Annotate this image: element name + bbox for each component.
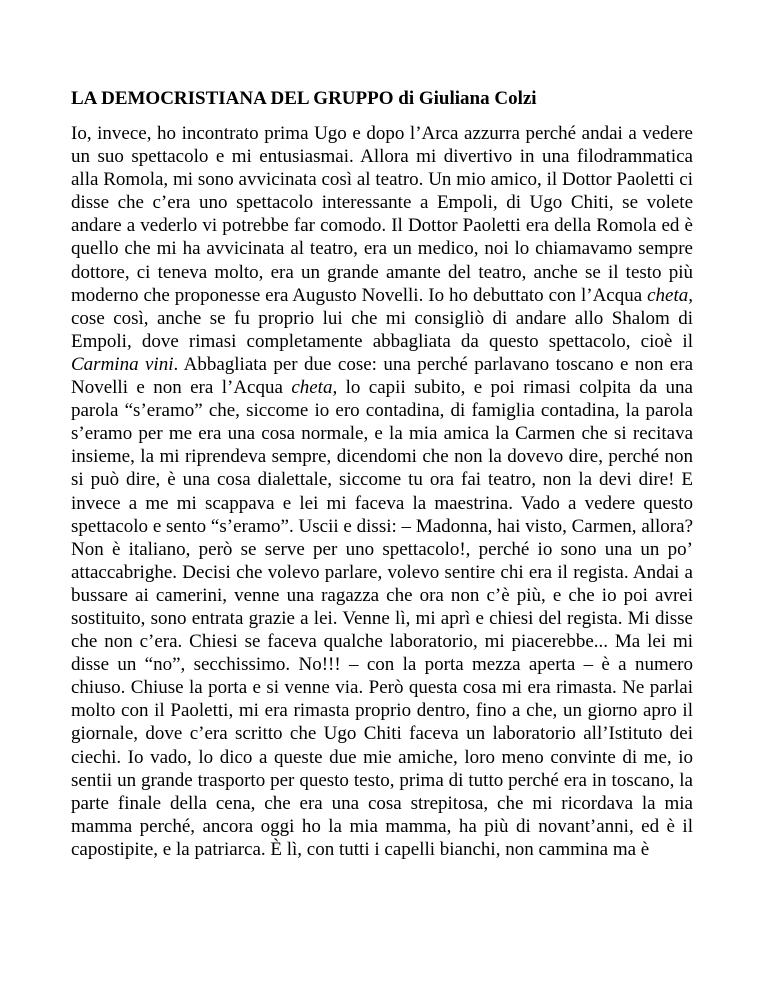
italic-title-acqua-cheta: cheta, — [291, 377, 338, 399]
text-run: . Abbagliata per due cose: una perché parlavano toscano e non era Novelli e non era l’Acqua — [71, 353, 694, 399]
document-page — [71, 86, 693, 861]
italic-title-acqua-cheta: cheta, — [647, 284, 693, 306]
document-title: LA DEMOCRISTIANA DEL GRUPPO di Giuliana Colzi — [71, 88, 537, 109]
text-run: Io, invece, ho incontrato prima Ugo e dopo l’Arca azzurra perché andai a vedere un suo spettacolo e mi entusiasmai. Allora mi divertivo in una filodrammatica alla Romola, mi sono avvicinata così al teatro. Un mio amico, il Dottor Paoletti ci disse che c’era uno spettacolo interessante a Empoli, di Ugo Chiti, se volete andare a vederlo vi potrebbe far comodo. Il Dottor Paoletti era della Romola ed è quello che mi ha avvicinata al teatro, era un medico, noi lo chiamavamo sempre dottore, ci teneva molto, era un grande amante del teatro, anche se il testo più moderno che proponesse era Augusto Novelli. Io ho debuttato con l’Acqua — [71, 123, 693, 306]
italic-title-carmina-vini: Carmina vini — [71, 353, 174, 375]
text-run: lo capii subito, e poi rimasi colpita da una parola “s’eramo” che, siccome io ero contadina, di famiglia contadina, la parola s’eramo per me era una cosa normale, e la mia amica la Carmen che si recitava insieme, la mi riprendeva sempre, dicendomi che non la dovevo dire, perché non si può dire, è una cosa dialettale, siccome tu ora fai teatro, non la devi dire! E invece a me mi scappava e lei mi faceva la maestrina. Vado a vedere questo spettacolo e sento “s’eramo”. Uscii e dissi: – Madonna, hai visto, Carmen, allora? Non è italiano, però se serve per uno spettacolo!, perché io sono una un po’ attaccabrighe. Decisi che volevo parlare, volevo sentire chi era il regista. Andai a bussare ai camerini, venne una ragazza che ora non c’è più, e che io poi avrei sostituito, sono entrata grazie a lei. Venne lì, mi aprì e chiesi del regista. Mi disse che non c’era. Chiesi se faceva qualche laboratorio, mi piacerebbe... Ma lei mi disse un “no”, secchissimo. No!!! – con la porta mezza aperta – è a numero chiuso. Chiuse la porta e si venne via. Però questa cosa mi era rimasta. Ne parlai molto con il Paoletti, mi era rimasta proprio dentro, fino a che, un giorno apro il giornale, dove c’era scritto che Ugo Chiti faceva un laboratorio all’Istituto dei ciechi. Io vado, lo dico a queste due mie amiche, loro meno convinte di me, io sentii un grande trasporto per questo testo, prima di tutto perché era in toscano, la parte finale della cena, che era una cosa strepitosa, che mi ricordava la mia mamma perché, ancora oggi ho la mia mamma, ha più di novant’anni, ed è il capostipite, e la patriarca. È lì, con tutti i capelli bianchi, non cammina ma è — [71, 377, 693, 860]
text-run: cose così, anche se fu proprio lui che mi consigliò di andare allo Shalom di Empoli, dove rimasi completamente abbagliata da questo spettacolo, cioè il — [71, 307, 693, 352]
body-paragraph — [71, 122, 693, 861]
